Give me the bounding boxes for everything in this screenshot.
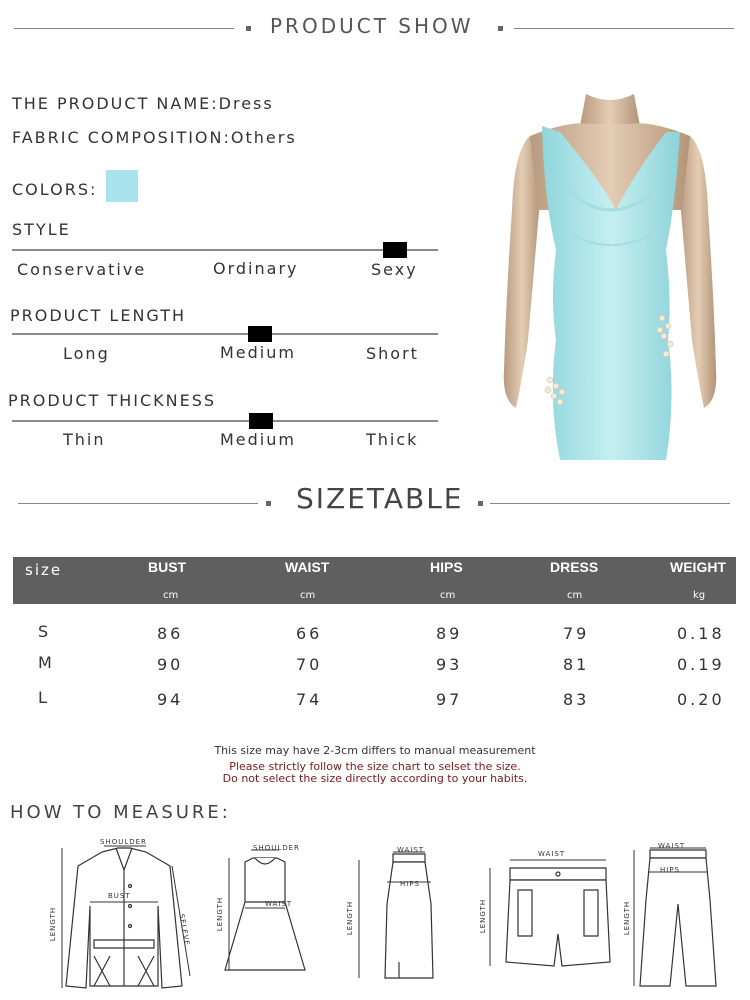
unit-dress: cm (567, 590, 583, 601)
sizetable-square-right (478, 501, 483, 506)
thickness-option-medium: Medium (220, 430, 296, 449)
table-cell-size: M (38, 653, 55, 672)
unit-weight: kg (693, 590, 706, 601)
jacket-sleeve-label: SELEVE (177, 913, 191, 947)
table-cell-weight: 0.19 (677, 655, 725, 674)
pants-length-label: LENGTH (623, 900, 632, 936)
column-header-size: size (25, 561, 63, 579)
header-divider-right (514, 28, 734, 29)
column-header-waist: WAIST (285, 559, 330, 575)
style-scale-line (12, 249, 438, 251)
jacket-shoulder-label: SHOULDER (100, 838, 147, 846)
measure-dress (215, 842, 315, 982)
product-name-value: Dress (218, 94, 274, 113)
colors-label: COLORS: (12, 180, 98, 199)
measure-skirt (345, 844, 445, 984)
table-cell-dress: 81 (563, 655, 590, 674)
header-divider-left (14, 28, 234, 29)
note-follow-chart: Please strictly follow the size chart to selset the size. (229, 760, 521, 773)
style-option-sexy: Sexy (371, 260, 418, 279)
product-photo (490, 80, 730, 470)
dress-shoulder-label: SHOULDER (253, 844, 300, 852)
skirt-waist-label: WAIST (397, 846, 425, 854)
table-cell-hips: 89 (436, 624, 463, 643)
unit-bust: cm (163, 590, 179, 601)
pants-hips-label: HIPS (660, 866, 680, 874)
dress-waist-label: WAIST (265, 900, 293, 908)
length-option-long: Long (63, 344, 110, 363)
table-cell-waist: 70 (296, 655, 323, 674)
color-swatch[interactable] (106, 170, 138, 202)
unit-hips: cm (440, 590, 456, 601)
jacket-length-label: LENGTH (49, 906, 58, 942)
table-cell-waist: 66 (296, 624, 323, 643)
table-cell-hips: 93 (436, 655, 463, 674)
style-title: STYLE (12, 220, 71, 239)
pants-illustration (622, 840, 732, 990)
sizetable-title: SIZETABLE (296, 482, 464, 515)
length-option-medium: Medium (220, 343, 296, 362)
thickness-option-thin: Thin (63, 430, 106, 449)
shorts-waist-label: WAIST (538, 850, 566, 858)
sizetable-square-left (266, 501, 271, 506)
dress-illustration (215, 842, 315, 982)
sizetable-divider-right (490, 503, 730, 504)
fabric-label: FABRIC COMPOSITION: (12, 128, 231, 147)
measure-jacket (50, 836, 200, 992)
style-option-ordinary: Ordinary (213, 259, 299, 278)
thickness-marker (249, 413, 273, 429)
table-cell-hips: 97 (436, 690, 463, 709)
style-option-conservative: Conservative (17, 260, 147, 279)
product-name-row (12, 94, 274, 113)
table-cell-bust: 94 (157, 690, 184, 709)
sizetable-divider-left (18, 503, 258, 504)
column-header-weight: WEIGHT (670, 559, 726, 575)
table-cell-weight: 0.18 (677, 624, 725, 643)
thickness-scale-line (12, 420, 438, 422)
column-header-hips: HIPS (430, 559, 463, 575)
table-cell-bust: 86 (157, 624, 184, 643)
thickness-title: PRODUCT THICKNESS (8, 391, 216, 410)
shorts-length-label: LENGTH (479, 898, 488, 934)
skirt-length-label: LENGTH (346, 900, 355, 936)
table-cell-size: S (38, 622, 52, 641)
table-cell-dress: 83 (563, 690, 590, 709)
product-name-label: THE PRODUCT NAME: (12, 94, 219, 113)
fabric-row (12, 128, 297, 147)
length-title: PRODUCT LENGTH (10, 306, 187, 325)
column-header-bust: BUST (148, 559, 187, 575)
length-scale-line (12, 333, 438, 335)
length-marker (248, 326, 272, 342)
how-to-measure-title: HOW TO MEASURE: (10, 802, 231, 823)
header-square-left (246, 26, 251, 31)
table-cell-waist: 74 (296, 690, 323, 709)
fabric-value: Others (230, 128, 297, 147)
column-header-dress: DRESS (550, 559, 599, 575)
pants-waist-label: WAIST (658, 842, 686, 850)
measure-pants (622, 840, 732, 990)
length-option-short: Short (366, 344, 419, 363)
dress-length-label: LENGTH (216, 896, 225, 932)
jacket-bust-label: BUST (108, 892, 131, 900)
note-measurement: This size may have 2-3cm differs to manual measurement (214, 744, 536, 757)
page-title: PRODUCT SHOW (270, 14, 474, 38)
measure-shorts (478, 846, 618, 976)
skirt-illustration (345, 844, 445, 984)
style-marker (383, 242, 407, 258)
table-cell-size: L (38, 688, 50, 707)
unit-waist: cm (300, 590, 316, 601)
thickness-option-thick: Thick (366, 430, 419, 449)
table-cell-bust: 90 (157, 655, 184, 674)
shorts-illustration (478, 846, 618, 976)
table-cell-dress: 79 (563, 624, 590, 643)
skirt-hips-label: HIPS (400, 880, 420, 888)
header-square-right (498, 26, 503, 31)
table-cell-weight: 0.20 (677, 690, 725, 709)
size-table-header (13, 557, 736, 604)
note-do-not-select: Do not select the size directly according to your habits. (222, 772, 528, 785)
